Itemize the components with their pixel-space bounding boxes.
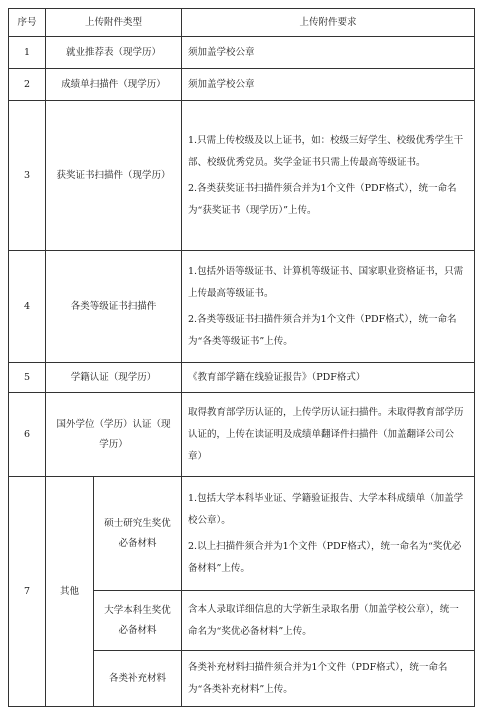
row-number: 3 xyxy=(9,101,46,251)
attachment-type: 就业推荐表（现学历） xyxy=(46,37,182,69)
requirement-text: 须加盖学校公章 xyxy=(188,78,255,90)
attachment-requirement xyxy=(182,393,475,477)
attachment-requirement xyxy=(182,477,475,591)
attachment-requirement xyxy=(182,101,475,251)
attachment-type: 各类等级证书扫描件 xyxy=(46,251,182,363)
header-req: 上传附件要求 xyxy=(182,9,475,37)
attachment-type: 各类补充材料 xyxy=(94,651,182,707)
header-type: 上传附件类型 xyxy=(46,9,182,37)
row-number: 7 xyxy=(9,477,46,707)
attachment-type: 硕士研究生奖优必备材料 xyxy=(94,477,182,591)
attachment-requirement xyxy=(182,651,475,707)
attachment-group: 其他 xyxy=(46,477,94,707)
attachment-requirements-table xyxy=(8,8,475,707)
attachment-type: 学籍认证（现学历） xyxy=(46,363,182,393)
requirement-text: 各类补充材料扫描件须合并为1个文件（PDF格式），统一命名为“各类补充材料”上传。 xyxy=(188,661,448,695)
attachment-requirement xyxy=(182,69,475,101)
requirement-text: 1.包括外语等级证书、计算机等级证书、国家职业资格证书，只需上传最高等级证书。 xyxy=(188,265,464,299)
attachment-requirement xyxy=(182,363,475,393)
header-num: 序号 xyxy=(9,9,46,37)
requirement-text: 含本人录取详细信息的大学新生录取名册（加盖学校公章），统一命名为“奖优必备材料”上传。 xyxy=(188,603,459,637)
requirement-text: 《教育部学籍在线验证报告》（PDF格式） xyxy=(188,371,366,383)
attachment-type: 大学本科生奖优必备材料 xyxy=(94,591,182,651)
attachment-requirement xyxy=(182,37,475,69)
attachment-type: 获奖证书扫描件（现学历） xyxy=(46,101,182,251)
requirement-text: 2.各类等级证书扫描件须合并为1个文件（PDF格式），统一命名为“各类等级证书”上传。 xyxy=(188,313,457,347)
attachment-type: 国外学位（学历）认证（现学历） xyxy=(46,393,182,477)
table-row xyxy=(9,477,475,591)
row-number: 4 xyxy=(9,251,46,363)
attachment-requirement xyxy=(182,251,475,363)
requirement-text: 取得教育部学历认证的，上传学历认证扫描件。未取得教育部学历认证的，上传在读证明及成绩单翻译件扫描件（加盖翻译公司公章） xyxy=(188,406,464,462)
requirement-text: 须加盖学校公章 xyxy=(188,46,255,58)
row-number: 1 xyxy=(9,37,46,69)
attachment-requirement xyxy=(182,591,475,651)
requirement-text: 2.以上扫描件须合并为1个文件（PDF格式），统一命名为“奖优必备材料”上传。 xyxy=(188,540,462,574)
table-row xyxy=(9,69,475,101)
row-number: 2 xyxy=(9,69,46,101)
table-row xyxy=(9,363,475,393)
table-header-row xyxy=(9,9,475,37)
requirement-text: 1.只需上传校级及以上证书，如：校级三好学生、校级优秀学生干部、校级优秀党员。奖学金证书只需上传最高等级证书。 xyxy=(188,134,464,168)
row-number: 5 xyxy=(9,363,46,393)
row-number: 6 xyxy=(9,393,46,477)
requirement-text: 2.各类获奖证书扫描件须合并为1个文件（PDF格式），统一命名为“获奖证书（现学历）”上传。 xyxy=(188,182,457,216)
table-row xyxy=(9,251,475,363)
requirement-text: 1.包括大学本科毕业证、学籍验证报告、大学本科成绩单（加盖学校公章）。 xyxy=(188,492,464,526)
table-row xyxy=(9,37,475,69)
table-row xyxy=(9,393,475,477)
attachment-type: 成绩单扫描件（现学历） xyxy=(46,69,182,101)
table-row xyxy=(9,101,475,251)
